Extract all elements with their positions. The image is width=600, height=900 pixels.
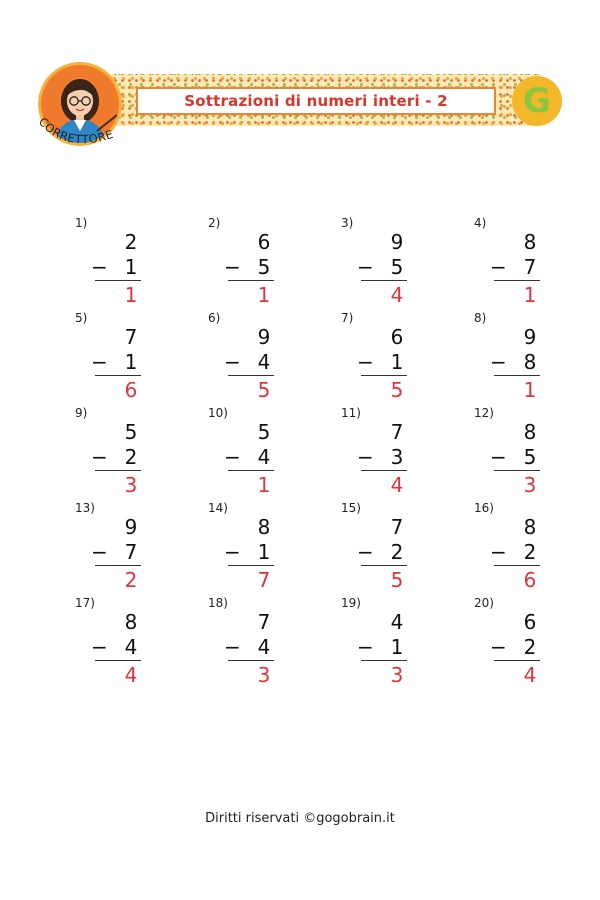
problem-number: 15) [341, 501, 361, 515]
result-line [361, 660, 407, 661]
answer-value: 1 [257, 283, 271, 307]
subtraction-problem [208, 212, 274, 307]
subtraction-problem [341, 497, 407, 592]
minuend: 7 [390, 515, 404, 539]
result-line [361, 565, 407, 566]
problem-number: 16) [474, 501, 494, 515]
result-line [95, 660, 141, 661]
problem-number: 13) [75, 501, 95, 515]
minuend: 5 [257, 420, 271, 444]
result-line [228, 375, 274, 376]
minus-sign: − [490, 350, 507, 374]
minus-sign: − [91, 255, 108, 279]
worksheet-header [30, 60, 575, 155]
result-line [228, 470, 274, 471]
problem-number: 3) [341, 216, 354, 230]
problem-number: 6) [208, 311, 221, 325]
answer-value: 4 [390, 283, 404, 307]
answer-value: 4 [124, 663, 138, 687]
subtrahend: 1 [257, 540, 271, 564]
problem-number: 5) [75, 311, 88, 325]
subtraction-problem [474, 592, 540, 687]
minus-sign: − [357, 350, 374, 374]
problem-number: 11) [341, 406, 361, 420]
subtrahend: 4 [257, 350, 271, 374]
answer-value: 5 [390, 378, 404, 402]
minus-sign: − [490, 540, 507, 564]
minuend: 8 [257, 515, 271, 539]
problem-number: 4) [474, 216, 487, 230]
subtraction-problem [474, 307, 540, 402]
answer-value: 4 [390, 473, 404, 497]
minuend: 4 [390, 610, 404, 634]
result-line [228, 280, 274, 281]
result-line [494, 375, 540, 376]
result-line [494, 470, 540, 471]
minuend: 9 [390, 230, 404, 254]
problem-number: 8) [474, 311, 487, 325]
minuend: 8 [124, 610, 138, 634]
subtrahend: 2 [523, 635, 537, 659]
subtrahend: 1 [124, 350, 138, 374]
problem-number: 1) [75, 216, 88, 230]
result-line [228, 565, 274, 566]
subtraction-problem [75, 212, 141, 307]
minus-sign: − [91, 540, 108, 564]
subtrahend: 4 [257, 445, 271, 469]
minus-sign: − [490, 255, 507, 279]
minuend: 9 [523, 325, 537, 349]
subtraction-problem [474, 497, 540, 592]
subtraction-problem [341, 307, 407, 402]
subtraction-problem [75, 497, 141, 592]
result-line [95, 470, 141, 471]
minus-sign: − [357, 635, 374, 659]
minus-sign: − [224, 350, 241, 374]
minuend: 6 [523, 610, 537, 634]
subtrahend: 1 [124, 255, 138, 279]
subtrahend: 7 [523, 255, 537, 279]
minus-sign: − [357, 540, 374, 564]
svg-text:CORRETTORE [36, 116, 115, 146]
minus-sign: − [357, 255, 374, 279]
subtrahend: 1 [390, 350, 404, 374]
minus-sign: − [91, 350, 108, 374]
subtraction-problem [208, 592, 274, 687]
subtraction-problem [341, 212, 407, 307]
minus-sign: − [490, 635, 507, 659]
subtrahend: 3 [390, 445, 404, 469]
logo-letter: G [523, 81, 551, 121]
subtraction-problem [341, 402, 407, 497]
minuend: 8 [523, 515, 537, 539]
subtrahend: 2 [124, 445, 138, 469]
subtraction-problem [75, 592, 141, 687]
result-line [361, 375, 407, 376]
minuend: 6 [257, 230, 271, 254]
exercise-grid [75, 212, 545, 687]
subtrahend: 2 [523, 540, 537, 564]
subtrahend: 1 [390, 635, 404, 659]
minuend: 5 [124, 420, 138, 444]
subtrahend: 5 [257, 255, 271, 279]
answer-value: 3 [523, 473, 537, 497]
answer-value: 6 [124, 378, 138, 402]
minuend: 7 [390, 420, 404, 444]
problem-number: 9) [75, 406, 88, 420]
subtraction-problem [208, 307, 274, 402]
answer-value: 3 [124, 473, 138, 497]
answer-value: 3 [257, 663, 271, 687]
minuend: 8 [523, 420, 537, 444]
copyright-footer: Diritti riservati ©gogobrain.it [205, 811, 395, 826]
answer-value: 6 [523, 568, 537, 592]
subtraction-problem [474, 402, 540, 497]
answer-value: 4 [523, 663, 537, 687]
result-line [494, 565, 540, 566]
answer-value: 1 [523, 378, 537, 402]
subtrahend: 8 [523, 350, 537, 374]
problem-number: 18) [208, 596, 228, 610]
minus-sign: − [357, 445, 374, 469]
subtrahend: 4 [257, 635, 271, 659]
subtrahend: 5 [523, 445, 537, 469]
minuend: 2 [124, 230, 138, 254]
answer-value: 7 [257, 568, 271, 592]
result-line [228, 660, 274, 661]
subtraction-problem [341, 592, 407, 687]
subtraction-problem [75, 402, 141, 497]
minuend: 8 [523, 230, 537, 254]
page-title: Sottrazioni di numeri interi - 2 [184, 92, 448, 110]
minus-sign: − [91, 445, 108, 469]
subtraction-problem [474, 212, 540, 307]
answer-value: 5 [257, 378, 271, 402]
minuend: 7 [124, 325, 138, 349]
answer-value: 2 [124, 568, 138, 592]
problem-number: 7) [341, 311, 354, 325]
minuend: 9 [257, 325, 271, 349]
minus-sign: − [224, 445, 241, 469]
subtraction-problem [75, 307, 141, 402]
minus-sign: − [224, 255, 241, 279]
result-line [95, 280, 141, 281]
subtraction-problem [208, 497, 274, 592]
correttore-stamp [30, 116, 140, 156]
stamp-label: CORRETTORE [35, 116, 116, 147]
problem-number: 10) [208, 406, 228, 420]
minuend: 7 [257, 610, 271, 634]
minuend: 6 [390, 325, 404, 349]
answer-value: 3 [390, 663, 404, 687]
result-line [361, 470, 407, 471]
gogobrain-logo [512, 76, 562, 126]
answer-value: 1 [124, 283, 138, 307]
problem-number: 14) [208, 501, 228, 515]
problem-number: 12) [474, 406, 494, 420]
minus-sign: − [91, 635, 108, 659]
answer-value: 1 [523, 283, 537, 307]
result-line [494, 280, 540, 281]
minuend: 9 [124, 515, 138, 539]
result-line [95, 565, 141, 566]
result-line [95, 375, 141, 376]
minus-sign: − [224, 635, 241, 659]
result-line [494, 660, 540, 661]
subtrahend: 2 [390, 540, 404, 564]
answer-value: 5 [390, 568, 404, 592]
title-box [136, 87, 496, 115]
result-line [361, 280, 407, 281]
minus-sign: − [490, 445, 507, 469]
problem-number: 20) [474, 596, 494, 610]
minus-sign: − [224, 540, 241, 564]
problem-number: 17) [75, 596, 95, 610]
subtrahend: 5 [390, 255, 404, 279]
answer-value: 1 [257, 473, 271, 497]
problem-number: 19) [341, 596, 361, 610]
problem-number: 2) [208, 216, 221, 230]
subtrahend: 4 [124, 635, 138, 659]
subtrahend: 7 [124, 540, 138, 564]
subtraction-problem [208, 402, 274, 497]
